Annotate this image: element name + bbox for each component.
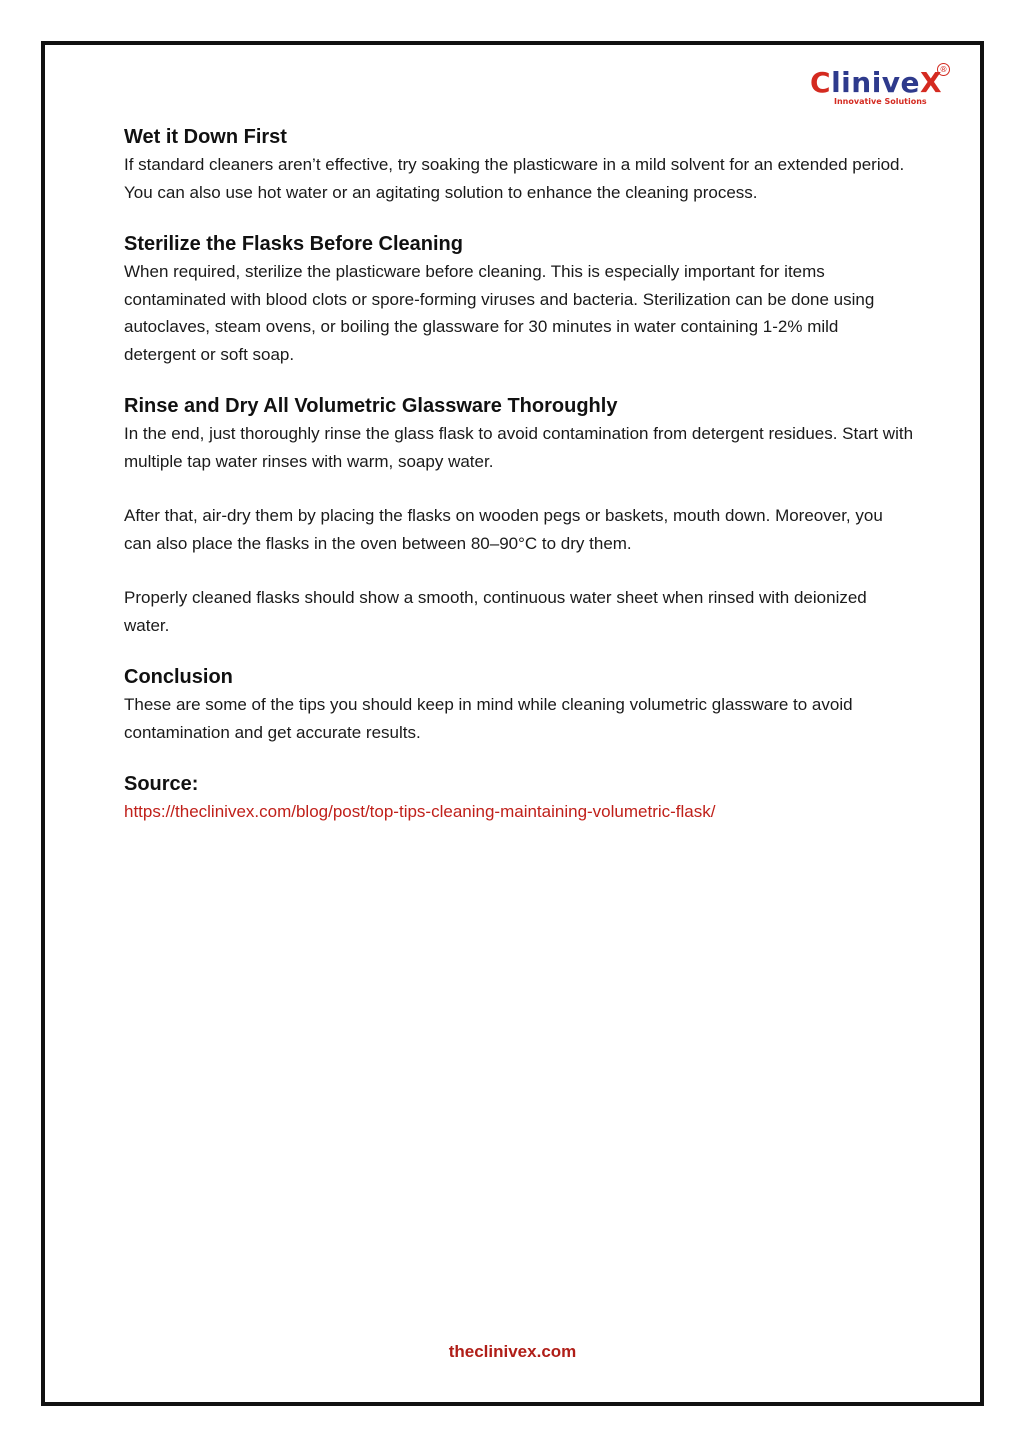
source-link[interactable]: https://theclinivex.com/blog/post/top-tips-cleaning-maintaining-volumetric-flask/: [124, 802, 716, 821]
clinivex-logo: [810, 63, 950, 115]
logo-letter-c: C: [810, 66, 832, 99]
section-heading: Wet it Down First: [124, 126, 287, 148]
logo-letters-mid: linive: [831, 66, 921, 99]
logo-wordmark: [810, 67, 942, 99]
section-source: [124, 770, 914, 826]
section-paragraph: These are some of the tips you should keep in mind while cleaning volumetric glassware to avoid contamination and get accurate results.: [124, 695, 853, 742]
section-paragraph: If standard cleaners aren’t effective, try soaking the plasticware in a mild solvent for an extended period. You can also use hot water or an agitating solution to enhance the cleaning process.: [124, 155, 905, 202]
logo-tagline: Innovative Solutions: [834, 97, 927, 106]
source-heading: Source:: [124, 773, 199, 795]
section-paragraph: In the end, just thoroughly rinse the glass flask to avoid contamination from detergent residues. Start with multiple tap water rinses with warm, soapy water.: [124, 424, 914, 471]
section-wet-it-down: [124, 123, 914, 206]
section-paragraph: When required, sterilize the plasticware before cleaning. This is especially important for items contaminated with blood clots or spore-forming viruses and bacteria. Sterilization can be done using autoclaves, steam ovens, or boiling the glassware for 30 minutes in water containing 1-2% mild detergent or soft soap.: [124, 262, 875, 364]
section-conclusion: [124, 663, 914, 746]
logo-letter-x: X: [920, 66, 943, 99]
footer-domain: theclinivex.com: [448, 1342, 577, 1361]
registered-mark-icon: ®: [937, 63, 950, 76]
section-paragraph: Properly cleaned flasks should show a smooth, continuous water sheet when rinsed with deionized water.: [124, 588, 867, 635]
section-heading: Sterilize the Flasks Before Cleaning: [124, 233, 463, 255]
page-frame: [41, 41, 984, 1406]
section-sterilize: [124, 230, 914, 368]
section-heading: Conclusion: [124, 666, 233, 688]
document-body: [124, 123, 914, 850]
section-heading: Rinse and Dry All Volumetric Glassware Thoroughly: [124, 395, 618, 417]
section-paragraph: After that, air-dry them by placing the flasks on wooden pegs or baskets, mouth down. Moreover, you can also place the flasks in the oven between 80–90°C to dry them.: [124, 506, 883, 553]
section-rinse-dry: [124, 392, 914, 639]
